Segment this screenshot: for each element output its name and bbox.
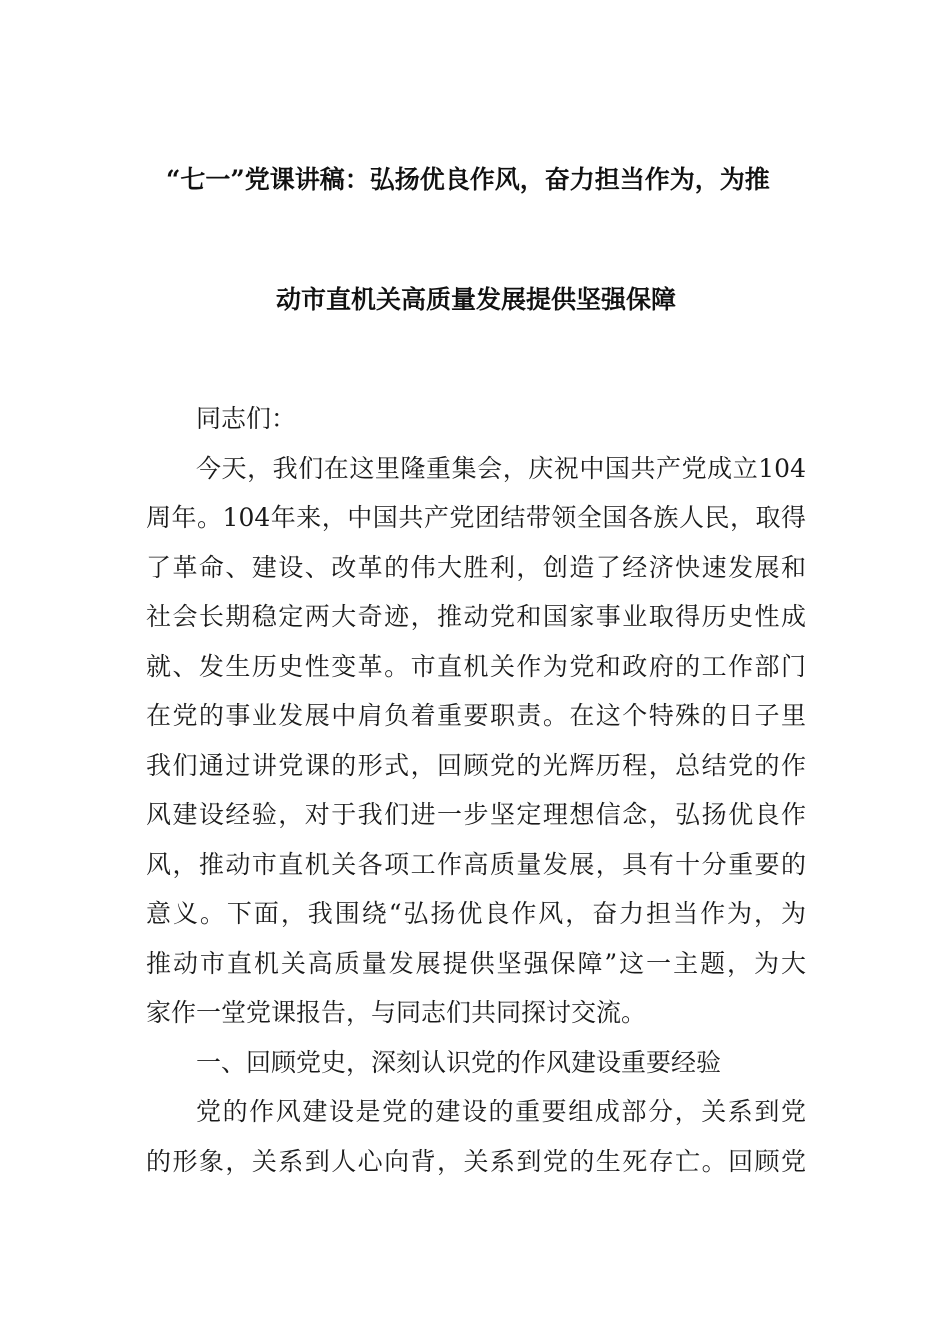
section-heading: 一、回顾党史，深刻认识党的作风建设重要经验	[196, 1047, 722, 1077]
document-title-line-1: “七一”党课讲稿：弘扬优良作风，奋力担当作为，为推	[166, 165, 770, 194]
document-body	[146, 394, 806, 1186]
paragraph-line: 就、发生历史性变革。市直机关作为党和政府的工作部门	[146, 651, 806, 681]
paragraph-line: 推动市直机关高质量发展提供坚强保障”这一主题，为大	[146, 948, 806, 978]
paragraph-line: 意义。下面，我围绕“弘扬优良作风，奋力担当作为，为	[146, 899, 806, 928]
paragraph-line: 在党的事业发展中肩负着重要职责。在这个特殊的日子里	[146, 701, 806, 730]
paragraph-line: 风建设经验，对于我们进一步坚定理想信念，弘扬优良作	[146, 800, 806, 829]
paragraph-line: 家作一堂党课报告，与同志们共同探讨交流。	[146, 998, 647, 1027]
paragraph-line: 的形象，关系到人心向背，关系到党的生死存亡。回顾党	[146, 1146, 806, 1176]
paragraph-line: 党的作风建设是党的建设的重要组成部分，关系到党	[196, 1097, 806, 1126]
paragraph-line: 风，推动市直机关各项工作高质量发展，具有十分重要的	[146, 849, 806, 879]
paragraph-line: 周年。104年来，中国共产党团结带领全国各族人民，取得	[146, 503, 806, 532]
document-title-line-2: 动市直机关高质量发展提供坚强保障	[275, 285, 676, 314]
paragraph-line: 我们通过讲党课的形式，回顾党的光辉历程，总结党的作	[146, 750, 806, 780]
salutation: 同志们：	[196, 404, 297, 433]
paragraph-line: 今天，我们在这里隆重集会，庆祝中国共产党成立104	[196, 453, 806, 483]
paragraph-line: 了革命、建设、改革的伟大胜利，创造了经济快速发展和	[146, 552, 806, 582]
paragraph-line: 社会长期稳定两大奇迹，推动党和国家事业取得历史性成	[146, 602, 806, 631]
